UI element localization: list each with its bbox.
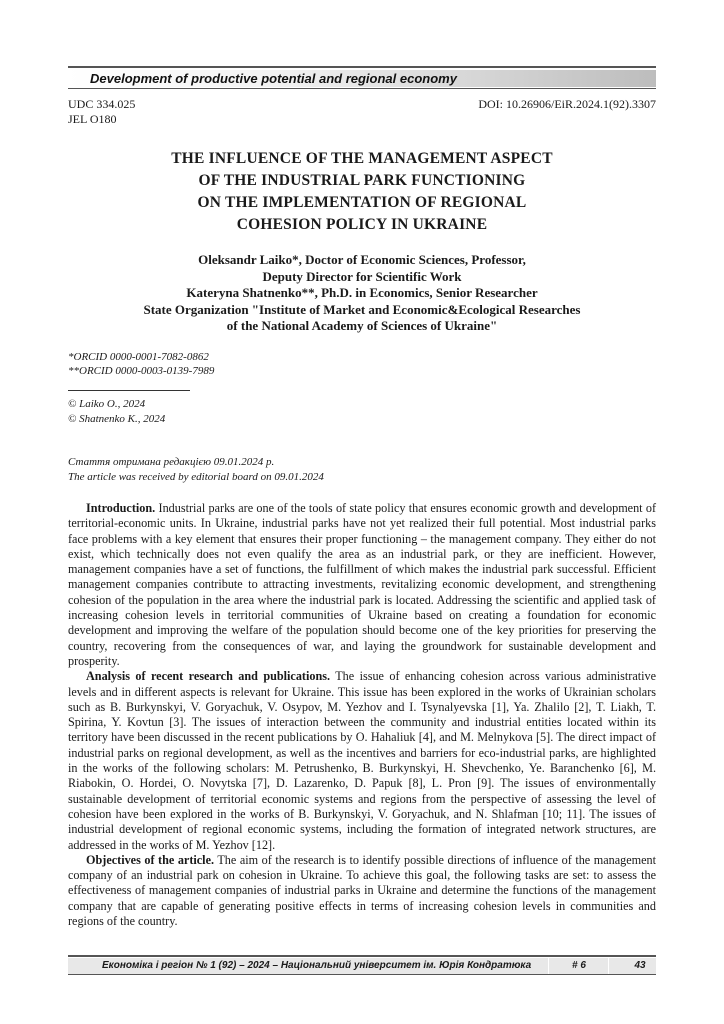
orcid-link[interactable]: **ORCID 0000-0003-0139-7989 [68, 365, 215, 377]
title-line: OF THE INDUSTRIAL PARK FUNCTIONING [198, 172, 526, 189]
footer-rule-top [68, 955, 656, 957]
author-line: Deputy Director for Scientific Work [262, 268, 462, 284]
paragraph-analysis [68, 669, 656, 853]
classification-codes [68, 97, 135, 127]
doi-link[interactable]: DOI: 10.26906/EiR.2024.1(92).3307 [478, 97, 656, 111]
received-line-ua: Стаття отримана редакцією 09.01.2024 р. [68, 456, 275, 468]
affiliation-line: State Organization "Institute of Market and Economic&Ecological Researches [143, 301, 581, 317]
footer-separator [548, 958, 549, 974]
jel-code: JEL O180 [68, 112, 117, 126]
page-footer [68, 955, 656, 975]
paragraph-introduction [68, 501, 656, 669]
received-line-en: The article was received by editorial board on 09.01.2024 [68, 471, 324, 483]
paragraph-objectives [68, 853, 656, 929]
affiliation-line: of the National Academy of Sciences of Ukraine" [226, 318, 498, 333]
paragraph-text: The aim of the research is to identify possible directions of influence of the management company of an industrial park on cohesion in Ukraine. To achieve this goal, the following tasks are set: to assess the effectiveness of management companies of industrial parks in Ukraine and determine the functions of the management company that are capable of generating positive effects in terms of increasing cohesion levels in communities and regions of the country. [68, 852, 656, 929]
paragraph-text: The issue of enhancing cohesion across various administrative levels and in different aspects is relevant for Ukraine. This issue has been explored in the works of Ukrainian scholars such as B. Burkynskyi, V. Goryachuk, V. Osypov, M. Yezhov and I. Tsynalyevska [1], Ya. Zhalilo [2], T. Liakh, T. Spirina, Y. Kovtun [3]. The issues of interaction between the community and industrial entities located within its territory have been discussed in the recent publications by O. Hahaliuk [4], and M. Melnykova [5]. The direct impact of industrial parks on regional development, as well as the incentives and barriers for eco-industrial parks, are highlighted in the works of the following scholars: M. Petrushenko, B. Burkynskyi, H. Shevchenko, Ye. Baranchenko [6], M. Riabokin, O. Hordei, O. Novytska [7], D. Lazarenko, D. Papuk [8], L. Pron [9]. The issues of environmentally sustainable development of territorial economic systems and regions from the perspective of assessing the level of cohesion have been explored in the works of B. Burkynskyi, V. Goryachuk, and N. Shlafman [10; 11]. The issues of industrial development of regional economic systems, including the formation of integrated network structures, are addressed in the works of M. Yezhov [12]. [68, 669, 656, 852]
author-block [68, 252, 656, 335]
header-rule-bottom [68, 88, 656, 89]
title-line: ON THE IMPLEMENTATION OF REGIONAL [197, 194, 527, 211]
issue-number: # 6 [572, 960, 586, 971]
journal-citation: Економіка і регіон № 1 (92) – 2024 – Національний університет ім. Юрія Кондратюка [102, 960, 532, 971]
article-body [68, 501, 656, 929]
footnote-divider [68, 390, 190, 391]
copyright-block [68, 397, 165, 427]
page-number: 43 [634, 960, 646, 971]
header-rule-top [68, 66, 656, 68]
title-line: THE INFLUENCE OF THE MANAGEMENT ASPECT [171, 150, 553, 167]
received-note [68, 455, 324, 485]
section-heading: Objectives of the article. [86, 852, 215, 867]
article-title [68, 148, 656, 236]
section-heading: Introduction. [86, 501, 156, 515]
udc-code: UDC 334.025 [68, 97, 136, 111]
footer-separator [608, 958, 609, 974]
section-heading: Analysis of recent research and publications. [86, 669, 331, 684]
running-title: Development of productive potential and regional economy [90, 71, 457, 86]
title-line: COHESION POLICY IN UKRAINE [236, 216, 488, 233]
copyright-line: © Laiko O., 2024 [68, 398, 146, 410]
running-header [68, 66, 656, 88]
author-line: Oleksandr Laiko*, Doctor of Economic Sciences, Professor, [198, 252, 526, 267]
paragraph-text: Industrial parks are one of the tools of state policy that ensures economic growth and development of territorial-economic units. In Ukraine, industrial parks have not yet realized their full potential. Most industrial parks face problems with a key element that ensures their proper functioning – the management company. They either do not exist, which technically does not even qualify the area as an industrial park, or they are inefficient. However, management companies have a set of functions, the fulfillment of which makes the industrial park successful. Efficient management companies contribute to attracting investments, revitalizing economic development, and strengthening cohesion of the population in the area where the industrial park is located. Addressing the scientific and applied task of increasing cohesion levels in territorial communities of Ukraine based on creating a foundation for economic development and improving the welfare of the population should become one of the key priorities for preserving the country, recovering from the consequences of war, and laying the groundwork for sustainable development and prosperity. [68, 501, 657, 668]
footer-rule-bottom [68, 974, 656, 975]
orcid-link[interactable]: *ORCID 0000-0001-7082-0862 [68, 351, 209, 363]
author-line: Kateryna Shatnenko**, Ph.D. in Economics, Senior Researcher [186, 285, 538, 300]
copyright-line: © Shatnenko K., 2024 [68, 413, 166, 425]
orcid-block [68, 350, 214, 378]
